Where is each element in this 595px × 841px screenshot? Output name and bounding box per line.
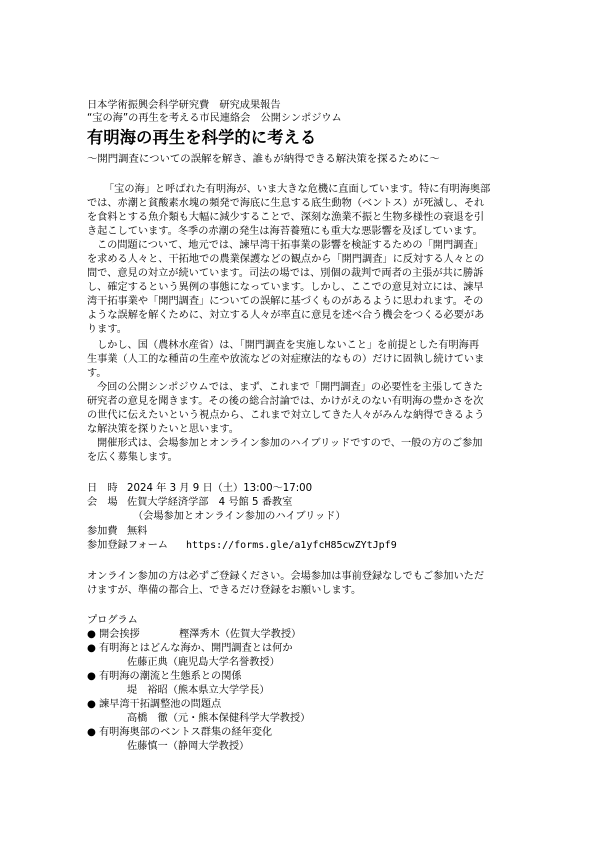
program-item-title: 開会挨拶 — [99, 629, 140, 640]
form-url-link[interactable]: https://forms.gle/a1yfcH85cwZYtJpf9 — [186, 540, 397, 551]
body-line: しかし、国（農林水産省）は、「開門調査を実施しないこと」を前提とした有明海再 — [97, 340, 480, 351]
program-item — [87, 726, 272, 739]
program-item — [87, 670, 242, 683]
program-item-speaker: 佐藤慎一（静岡大学教授） — [127, 741, 250, 752]
notice-line: けますが、準備の都合上、できるだけ登録をお願いします。 — [87, 585, 362, 596]
program-heading: プログラム — [87, 615, 138, 626]
program-item-speaker: 佐藤正典（鹿児島大学名誉教授） — [127, 657, 280, 668]
program-item-title: 有明海とはどんな海か、開門調査とは何か — [99, 643, 293, 654]
program-item-speaker: 樫澤秀木（佐賀大学教授） — [179, 629, 302, 640]
date-value: 2024 年 3 月 9 日（土）13:00～17:00 — [127, 483, 313, 494]
fee-value: 無料 — [127, 526, 148, 537]
body-line: ような誤解を解くために、対立する人々が率直に意見を述べ合う機会をつくる必要があ — [87, 310, 485, 321]
page-title: 有明海の再生を科学的に考える — [87, 128, 317, 147]
body-line: 研究者の意見を聞きます。その後の総合討論では、かけがえのない有明海の豊かさを次 — [87, 396, 484, 407]
bullet-icon: ● — [87, 671, 96, 682]
venue-note: （会場参加とオンライン参加のハイブリッド） — [133, 511, 346, 522]
body-line: この問題について、地元では、諫早湾干拓事業の影響を検証するための「開門調査」 — [97, 240, 484, 251]
bullet-icon: ● — [87, 699, 96, 710]
body-line: 間で、意見の対立が続いています。司法の場では、別個の裁判で両者の主張が共に勝訴 — [87, 268, 484, 279]
notice-line: オンライン参加の方は必ずご登録ください。会場参加は事前登録なしでもご参加いただ — [87, 571, 485, 582]
body-line: 今回の公開シンポジウムでは、まず、これまで「開門調査」の必要性を主張してきた — [97, 382, 483, 393]
body-line: を食料とする魚介類も大幅に減少することで、深刻な漁業不振と生物多様性の衰退を引 — [87, 212, 485, 223]
body-line: き起こしています。冬季の赤潮の発生は海苔養殖にも重大な悪影響を及ぼしています。 — [87, 226, 483, 237]
date-row — [87, 482, 312, 495]
venue-label: 会 場 — [87, 497, 118, 508]
grant-line: 日本学術振興会科学研究費 研究成果報告 — [87, 100, 281, 111]
venue-row — [87, 496, 292, 509]
body-line: 湾干拓事業や「開門調査」についての誤解に基づくものがあるように思われます。その — [87, 296, 484, 307]
fee-label: 参加費 — [87, 526, 118, 537]
body-line: ります。 — [87, 324, 127, 335]
body-line: の世代に伝えたいという視点から、これまで対立してきた人々がみんな納得できるよう — [87, 410, 485, 421]
bullet-icon: ● — [87, 727, 96, 738]
venue-value: 佐賀大学経済学部 4 号館 5 番教室 — [127, 497, 293, 508]
program-item-speaker: 高橋 徹（元・熊本保健科学大学教授） — [127, 713, 311, 724]
organizer-line: “宝の海”の再生を考える市民連絡会 公開シンポジウム — [87, 113, 342, 124]
form-label: 参加登録フォーム — [87, 540, 168, 551]
fee-row — [87, 525, 147, 538]
body-line: 生事業（人工的な種苗の生産や放流などの対症療法的なもの）だけに固執し続けていま — [87, 354, 485, 365]
program-item — [87, 698, 221, 711]
program-item — [87, 628, 301, 641]
body-line: し、確定するという異例の事態になっています。しかし、ここでの意見対立には、諫早 — [87, 282, 484, 293]
program-item — [87, 642, 293, 655]
program-item-speaker: 堤 裕昭（熊本県立大学学長） — [127, 685, 270, 696]
body-line: 「宝の海」と呼ばれた有明海が、いま大きな危機に直面しています。特に有明海奥部 — [104, 184, 491, 195]
program-item-title: 諫早湾干拓調整池の問題点 — [99, 699, 222, 710]
date-label: 日 時 — [87, 483, 118, 494]
body-line: を求める人々と、干拓地での農業保護などの観点から「開門調査」に反対する人々との — [87, 254, 485, 265]
body-line: な解決策を探りたいと思います。 — [87, 424, 239, 435]
program-item-title: 有明海奥部のベントス群集の経年変化 — [99, 727, 273, 738]
body-line: す。 — [87, 368, 107, 379]
bullet-icon: ● — [87, 643, 96, 654]
body-line: 開催形式は、会場参加とオンライン参加のハイブリッドですので、一般の方のご参加 — [97, 438, 483, 449]
form-row — [87, 539, 397, 552]
page-subtitle: ～開門調査についての誤解を解き、誰もが納得できる解決策を探るために～ — [87, 153, 440, 165]
body-line: を広く募集します。 — [87, 452, 178, 463]
bullet-icon: ● — [87, 629, 96, 640]
body-line: では、赤潮と貧酸素水塊の頻発で海底に生息する底生動物（ベントス）が死滅し、それ — [87, 198, 485, 209]
program-item-title: 有明海の潮流と生態系との関係 — [99, 671, 242, 682]
